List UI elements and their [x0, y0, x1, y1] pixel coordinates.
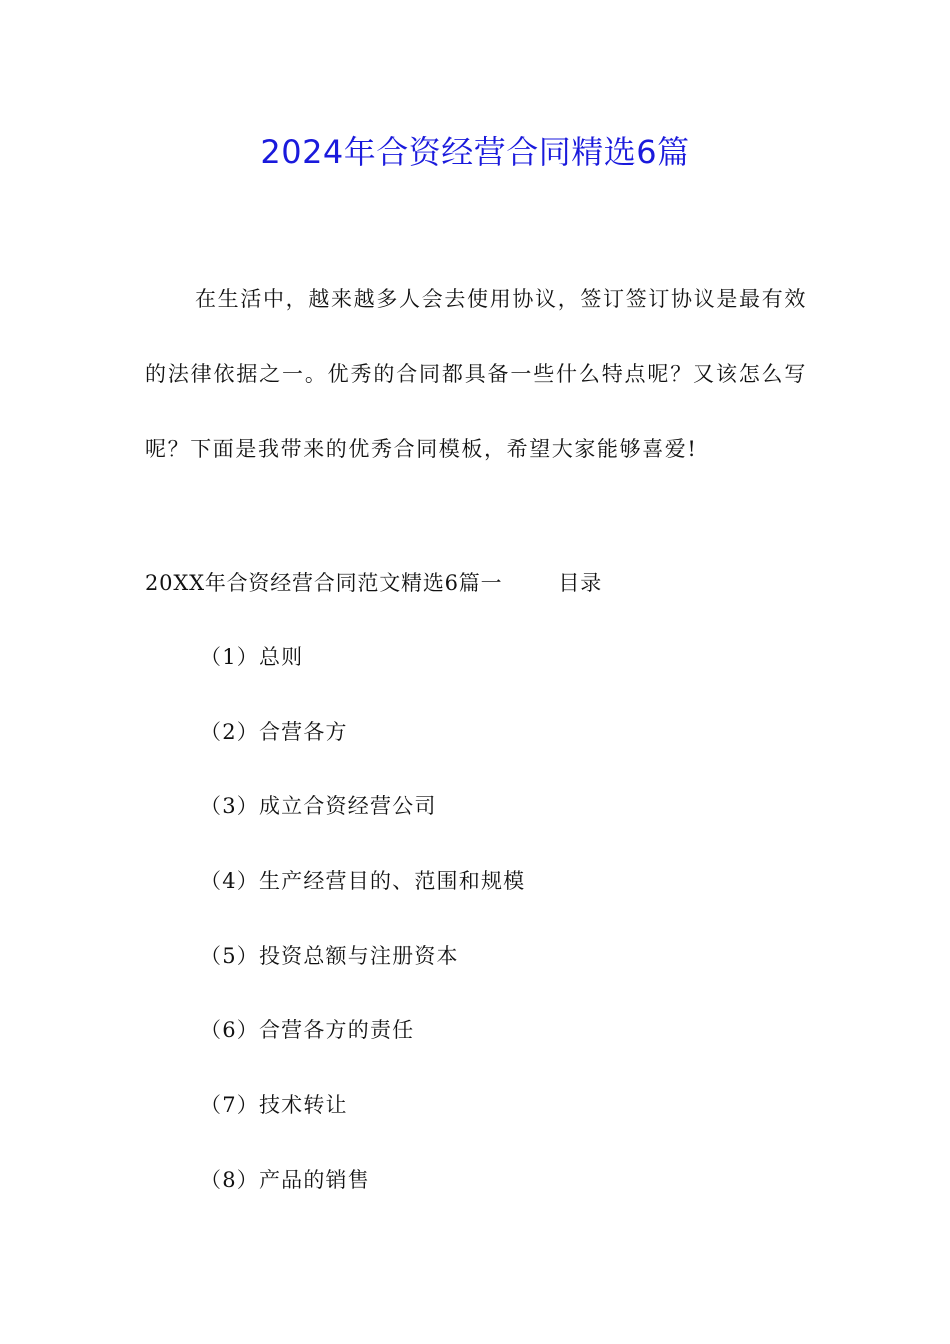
table-of-contents [200, 640, 525, 1238]
section-heading-text: 20XX年合资经营合同范文精选6篇一 [145, 571, 503, 595]
toc-item: （5）投资总额与注册资本 [200, 943, 459, 968]
toc-item: （3）成立合资经营公司 [200, 794, 437, 819]
toc-item: （8）产品的销售 [200, 1167, 370, 1192]
toc-item: （4）生产经营目的、范围和规模 [200, 869, 526, 894]
section-heading [145, 566, 807, 600]
toc-item: （2）合营各方 [200, 719, 348, 744]
intro-paragraph: 在生活中，越来越多人会去使用协议，签订签订协议是最有效的法律依据之一。优秀的合同都具备一些什么特点呢？又该怎么写呢？下面是我带来的优秀合同模板，希望大家能够喜爱! [145, 287, 807, 461]
section-toc-label: 目录 [558, 571, 602, 595]
document-title: 2024年合资经营合同精选6篇 [260, 133, 690, 171]
toc-item: （1）总则 [200, 645, 304, 669]
toc-item: （7）技术转让 [200, 1093, 348, 1118]
toc-item: （6）合营各方的责任 [200, 1018, 415, 1043]
